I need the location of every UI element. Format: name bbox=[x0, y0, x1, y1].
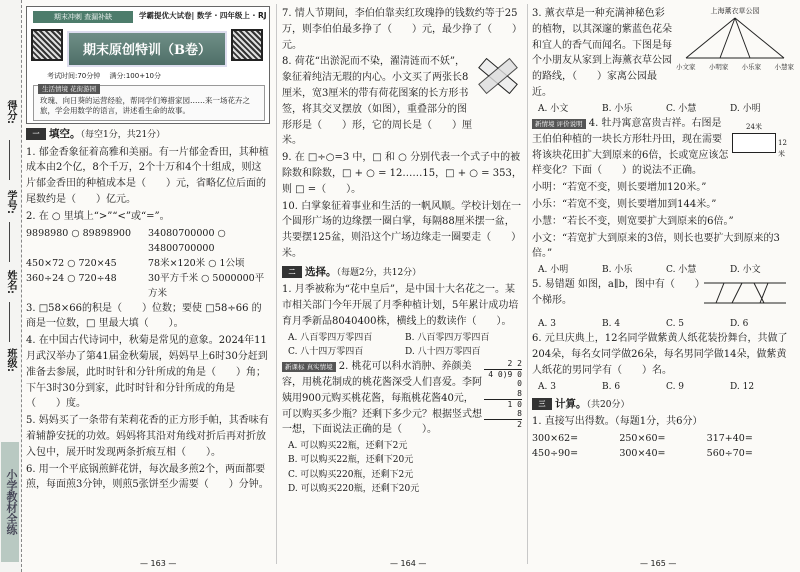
exam-meta bbox=[47, 71, 161, 82]
home-label: 小乐家 bbox=[741, 63, 762, 71]
calc-item: 300×62= bbox=[532, 433, 579, 445]
compare-item: 9898980 ○ 89898900 bbox=[26, 227, 131, 239]
option-b[interactable]: B. 4 bbox=[602, 318, 621, 329]
calc-item: 560÷70= bbox=[706, 448, 753, 460]
field-rectangle bbox=[732, 133, 776, 153]
question-1: 1. 郁金香象征着高雅和美丽。有一片郁金香田，其种植成本由2个亿，8个千万，2个十万和4个十组成，则这片郁金香田的种植成本是（ ）元，省略亿位后面的尾数约是（ ）亿元。 bbox=[26, 146, 269, 205]
student-id-label: 学号: bbox=[5, 190, 16, 214]
option-a[interactable]: A. 3 bbox=[538, 318, 556, 329]
question-tag: 新情境 评价说明 bbox=[532, 119, 586, 129]
parallel-lines-figure bbox=[702, 279, 788, 307]
section-points: （每空1分，共21分） bbox=[80, 130, 166, 140]
question-10: 10. 白掌象征着事业和生活的一帆风顺。学校计划在一个圆形广场的边缘摆一圈白掌，每隔88厘米摆一盆，共要摆125盆，则沿这个广场边缘走一圈要走（ ）米。 bbox=[282, 200, 522, 259]
column-2 bbox=[282, 6, 522, 496]
compare-item: 30平方千米 ○ 5000000平方米 bbox=[148, 272, 265, 299]
choice-2-options bbox=[282, 439, 522, 496]
section-badge: 三 bbox=[532, 398, 552, 410]
calc-question-1: 1. 直接写出得数。（每题1分，共6分） bbox=[532, 416, 703, 428]
home-label: 小文家 bbox=[676, 63, 696, 71]
calc-item: 300×40= bbox=[619, 448, 666, 460]
question-8-wrap bbox=[282, 54, 522, 149]
division-line: 8 bbox=[517, 388, 522, 398]
option-b[interactable]: B. 小乐 bbox=[602, 265, 633, 276]
option-d[interactable]: D. 八十四万零四百 bbox=[405, 346, 481, 357]
choice-1-options bbox=[282, 331, 522, 359]
choice-question-4: 4. 牡丹寓意富贵吉祥。右图是王伯伯种植的一块长方形牡丹田，现在需要将该块花田扩大到原来的6倍，长或宽应该怎样变化？下面（ ）的说法不正确。 bbox=[532, 118, 729, 177]
binding-strip bbox=[0, 0, 22, 572]
oral-calc-grid bbox=[532, 431, 794, 461]
section-choice bbox=[282, 264, 522, 281]
section-points: （共20分） bbox=[586, 399, 630, 410]
option-d[interactable]: D. 12 bbox=[730, 381, 755, 392]
option-a[interactable]: A. 八百零四万零四百 bbox=[288, 332, 373, 343]
option-c[interactable]: C. 5 bbox=[666, 318, 685, 329]
series-title: 学霸提优大试卷| 数学 · 四年级上 · RJ bbox=[139, 11, 267, 20]
compare-item: 360÷24 ○ 720÷48 bbox=[26, 272, 117, 284]
statement-xiaoming: 小明：“若宽不变，则长要增加120米。” bbox=[532, 182, 707, 194]
option-c[interactable]: C. 小慧 bbox=[666, 265, 697, 276]
question-2: 2. 在 ○ 里填上“>”“<”或“=”。 bbox=[26, 210, 170, 222]
choice-3-options bbox=[532, 102, 794, 116]
question-6: 6. 用一个平底锅煎鲜花饼，每次最多煎2个，两面都要煎，每面煎3分钟，则煎5张饼至少需要（ ）分钟。 bbox=[26, 463, 269, 491]
choice-question-6: 6. 元旦庆典上，12名同学做紫黄人纸花装扮舞台，共做了204朵，每名女同学做26朵，每名男同学做14朵，做紫黄人纸花的男同学有（ ）名。 bbox=[532, 333, 788, 376]
field-length-label: 24米 bbox=[746, 123, 762, 131]
option-c[interactable]: C. 八十四万零四百 bbox=[288, 346, 364, 357]
option-b[interactable]: B. 可以购买22瓶，还剩下20元 bbox=[288, 455, 414, 466]
compare-item: 450×72 ○ 720×45 bbox=[26, 257, 117, 269]
option-a[interactable]: A. 小明 bbox=[538, 265, 569, 276]
vertical-division bbox=[484, 359, 522, 429]
statement-xiaowen: 小文：“若宽扩大到原来的3倍，则长也要扩大到原来的3倍。” bbox=[532, 232, 780, 260]
peony-field-figure bbox=[732, 122, 790, 162]
choice-5-options bbox=[532, 317, 794, 331]
route-lines bbox=[676, 16, 794, 62]
scenario-tag: 生活情境 花街游园 bbox=[38, 84, 100, 94]
option-c[interactable]: C. 可以购买220瓶，还剩下2元 bbox=[288, 469, 414, 480]
division-line: 8 bbox=[517, 409, 522, 419]
name-line bbox=[9, 302, 10, 342]
exam-header bbox=[26, 6, 270, 124]
column-divider bbox=[276, 4, 277, 564]
park-label: 上海薰衣草公园 bbox=[710, 7, 760, 15]
question-4: 4. 在中国古代诗词中，秋菊是常见的意象。2024年11月武汉举办了第41届金秋菊展，妈妈早上6时30分赶到准备去参展，此时时针和分针所成的角是（ ）角；下午3时30分到家，此时时针和分针所成的角是（ ）度。 bbox=[26, 335, 268, 410]
question-15-wrap bbox=[532, 277, 794, 309]
section-fill-blank bbox=[26, 126, 270, 143]
option-c[interactable]: C. 小慧 bbox=[666, 103, 697, 114]
column-1 bbox=[26, 6, 270, 494]
section-title: 计算。 bbox=[555, 397, 587, 410]
calc-item: 317+40= bbox=[706, 433, 753, 445]
choice-question-3: 3. 薰衣草是一种充满神秘色彩的植物，以其深邃的紫蓝色花朵和宜人的香气而闻名。下图是每个小朋友从家到上海薰衣草公园的路线，（ ）家离公园最近。 bbox=[532, 8, 672, 98]
option-d[interactable]: D. 小明 bbox=[730, 103, 761, 114]
page-number: — 164 — bbox=[390, 559, 427, 568]
section-title: 选择。 bbox=[305, 265, 337, 278]
section-calculation bbox=[532, 396, 794, 413]
calc-item: 250×60= bbox=[619, 433, 666, 445]
qr-code-icon bbox=[31, 29, 63, 61]
option-b[interactable]: B. 6 bbox=[602, 381, 621, 392]
page-number: — 165 — bbox=[640, 559, 677, 568]
choice-6-options bbox=[532, 380, 794, 394]
lavender-route-figure bbox=[676, 6, 794, 74]
statement-xiaole: 小乐：“若宽不变，则长要增加到144米。” bbox=[532, 198, 717, 210]
option-c[interactable]: C. 9 bbox=[666, 381, 685, 392]
time-limit: 考试时间:70分钟 bbox=[47, 72, 101, 80]
section-badge: 二 bbox=[282, 266, 302, 278]
page-number: — 163 — bbox=[140, 559, 177, 568]
question-7: 7. 情人节期间，李伯伯靠卖红玫瑰挣的钱数约等于25万，则李伯伯最多挣了（ ）元，最少挣了（ ）元。 bbox=[282, 8, 522, 51]
score-label: 得分: bbox=[5, 100, 16, 124]
compare-item: 34080700000 ○ 34800700000 bbox=[148, 227, 226, 254]
scenario-box bbox=[33, 85, 265, 121]
scenario-text: 玫瑰、向日葵的运营经验，帮同学们筹措家园……来一场花卉之旅，学会用数学的语言，讲述看生命的故事。 bbox=[40, 96, 250, 116]
question-tag: 新课标 真实情境 bbox=[282, 362, 336, 372]
option-d[interactable]: D. 可以购买220瓶，还剩下20元 bbox=[288, 483, 420, 494]
question-13-wrap bbox=[532, 6, 794, 101]
section-title: 填空。 bbox=[49, 128, 81, 140]
bookmark-cross-figure bbox=[476, 56, 520, 96]
option-d[interactable]: D. 6 bbox=[730, 318, 749, 329]
section-points: （每题2分，共12分） bbox=[336, 267, 422, 278]
exam-title: 期末原创特训（B卷） bbox=[67, 31, 227, 67]
route-labels bbox=[676, 62, 794, 72]
compare-item: 78米×120米 ○ 1公顷 bbox=[148, 257, 245, 269]
question-3: 3. □58×66的积是（ ）位数；要使 □58÷66 的商是一位数，□ 里最大填（ ）。 bbox=[26, 302, 262, 330]
qr-code-icon bbox=[231, 29, 263, 61]
option-a[interactable]: A. 可以购买22瓶，还剩下2元 bbox=[288, 441, 408, 452]
home-label: 小慧家 bbox=[774, 63, 794, 71]
question-12-wrap bbox=[282, 359, 522, 438]
name-label: 姓名: bbox=[5, 270, 16, 294]
division-line: 4 0)9 0 0 bbox=[484, 369, 522, 389]
question-5: 5. 妈妈买了一条带有茉莉花香的正方形手帕，其香味有着辅静安抚的功效。妈妈将其沿对角线对折后再对折放入包中，展开时发现两条折痕互相（ ）。 bbox=[26, 415, 269, 458]
option-a[interactable]: A. 小文 bbox=[538, 103, 569, 114]
choice-question-2: 2. 桃花可以科水消肿、养颜美容，用桃花制成的桃花酱深受人们喜爱。李阿姨用900元购买桃花酱，每瓶桃花酱40元，可以购买多少瓶？还剩下多少元？根据竖式想一想，下面说法正确的是（ ）。 bbox=[282, 361, 482, 436]
choice-4-options bbox=[532, 263, 794, 277]
score-line bbox=[9, 140, 10, 180]
division-line: 1 0 bbox=[484, 399, 522, 410]
section-badge: 一 bbox=[26, 128, 46, 140]
column-3 bbox=[532, 6, 794, 461]
choice-question-1: 1. 月季被称为“花中皇后”，是中国十大名花之一。某市相关部门今年开展了月季种植计划，5年累计成功培育月季新品8040400株，横线上的数读作（ ）。 bbox=[282, 284, 519, 327]
question-14-wrap bbox=[532, 116, 794, 179]
id-line bbox=[9, 222, 10, 262]
calc-item: 450÷90= bbox=[532, 448, 579, 460]
option-b[interactable]: B. 八百零四万零四百 bbox=[405, 332, 490, 343]
division-line: 2 2 bbox=[507, 359, 522, 369]
option-d[interactable]: D. 小文 bbox=[730, 265, 761, 276]
division-line: 2 bbox=[484, 419, 522, 430]
compare-grid bbox=[26, 226, 270, 301]
home-label: 小明家 bbox=[708, 63, 729, 71]
choice-question-5: 5. 易错题 如图，a∥b，图中有（ ）个梯形。 bbox=[532, 279, 700, 307]
question-8: 8. 荷花“出淤泥而不染，濯清涟而不妖”，象征着纯洁无瑕的内心。小文买了两张长8厘米，宽3厘米的带有荷花图案的长方形书签，将其交叉摆放（如图），重叠部分的图形形是（ ）形，它的周长是（ ）厘米。 bbox=[282, 56, 472, 147]
full-score: 满分:100+10分 bbox=[109, 72, 161, 80]
brand-watermark: 小学教材全练 bbox=[1, 442, 19, 562]
class-label: 班级: bbox=[5, 348, 16, 372]
field-width-label: 12米 bbox=[778, 139, 787, 159]
option-b[interactable]: B. 小乐 bbox=[602, 103, 633, 114]
header-logo: 期末冲刺 查漏补缺 bbox=[33, 11, 133, 23]
question-9: 9. 在 □÷○=3 中，□ 和 ○ 分别代表一个式子中的被除数和除数，□ + ○ = 12……15，□ + ○ = 353，则 □ =（ ）。 bbox=[282, 152, 522, 195]
option-a[interactable]: A. 3 bbox=[538, 381, 556, 392]
statement-xiaohui: 小慧：“若长不变，则宽要扩大到原来的6倍。” bbox=[532, 215, 734, 227]
column-divider bbox=[527, 4, 528, 564]
